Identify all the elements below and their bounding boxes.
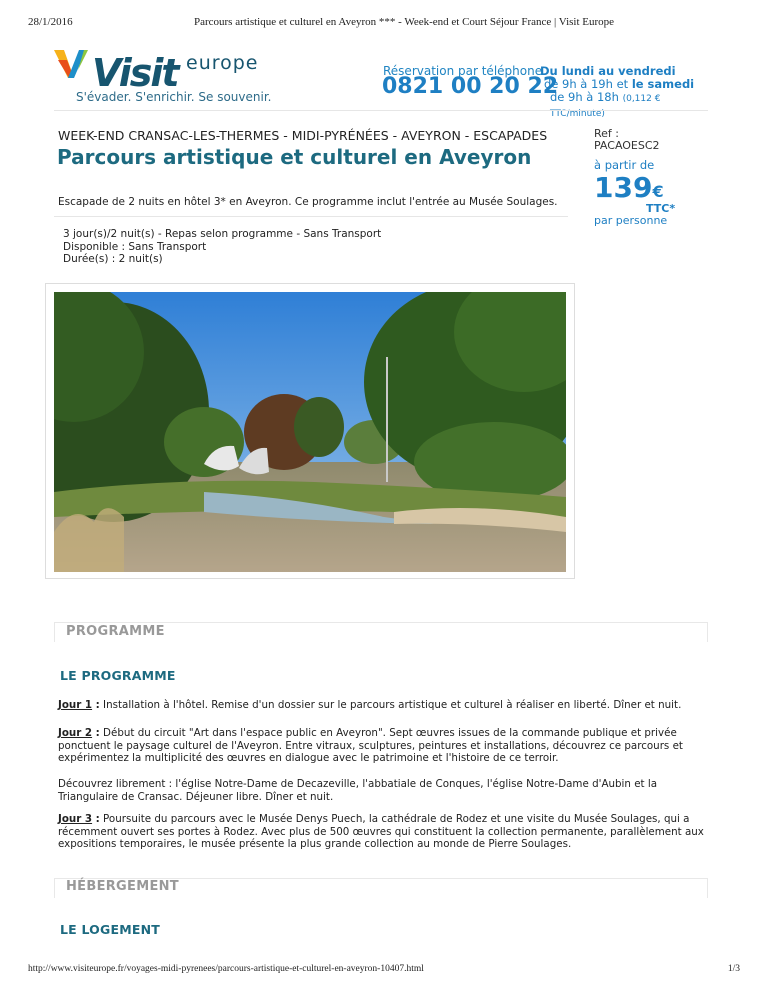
opening-hours [534,65,714,121]
day-3-text: Poursuite du parcours avec le Musée Denys Puech, la cathédrale de Rodez et une visite du Musée Soulages, qui a récemment ouvert ses portes à Rodez. Avec plus de 500 œuvres qui constituent la collection permanente, parallèlement aux expositions temporaires, le musée présente la plus grande collection au monde de Pierre Soulages. [58,813,704,850]
hours-saturday-label: le samedi [631,77,695,91]
price-from-label: à partir de [594,158,655,172]
print-page-number: 1/3 [727,964,740,974]
day-3-colon: : [92,813,100,825]
ref-label: Ref : [594,127,619,140]
programme-heading: LE PROGRAMME [60,668,176,683]
print-page-title: Parcours artistique et culturel en Aveyron *** - Week-end et Court Séjour France | Visit Europe [193,16,615,28]
programme-day-1 [58,699,708,712]
product-photo[interactable] [54,292,566,572]
header-divider [54,110,708,111]
logo-word: Visit [92,51,178,95]
brand-tagline: S'évader. S'enrichir. Se souvenir. [76,90,272,104]
logo-mark-icon [54,48,94,82]
product-photo-frame [45,283,575,579]
price-per-person: par personne [594,214,668,227]
product-title: Parcours artistique et culturel en Aveyron [57,145,532,169]
hours-rate: (0,112 € TTC/minute) [550,94,661,119]
tab-programme[interactable]: PROGRAMME [66,624,165,639]
detail-duration-meals: 3 jour(s)/2 nuit(s) - Repas selon programme - Sans Transport [63,228,382,240]
print-header [28,16,740,28]
day-1-text: Installation à l'hôtel. Remise d'un dossier sur le parcours artistique et culturel à réaliser en liberté. Dîner et nuit. [99,699,682,711]
logo-suffix: europe [186,52,259,74]
day-1-label: Jour 1 [58,699,93,711]
tab-hebergement[interactable]: HÉBERGEMENT [66,879,179,894]
print-url[interactable]: http://www.visiteurope.fr/voyages-midi-pyrenees/parcours-artistique-et-culturel-en-aveyron-10407.html [28,964,424,974]
price-value: 139 [594,171,653,204]
day-2-text: Début du circuit "Art dans l'espace public en Aveyron". Sept œuvres issues de la commande publique et privée ponctuent le paysage culturel de l'Aveyron. Entre vitraux, sculptures, peintures et installations, découvrez ce parcours et expérimentez la multiplicité des œuvres en dialogue avec le patrimoine et l'histoire de ce terroir. [58,727,683,764]
product-category: WEEK-END CRANSAC-LES-THERMES - MIDI-PYRÉNÉES - AVEYRON - ESCAPADES [58,128,548,143]
print-footer [28,964,740,974]
day-1-colon: : [92,699,100,711]
phone-label: Réservation par téléphone [383,64,543,78]
detail-nights: Durée(s) : 2 nuit(s) [63,253,163,265]
phone-number[interactable]: 0821 00 20 22 [382,74,559,99]
product-summary: Escapade de 2 nuits en hôtel 3* en Aveyron. Ce programme inclut l'entrée au Musée Soulages. [58,196,558,208]
hours-line-1: Du lundi au vendredi [540,64,676,78]
park-sculpture-image [54,292,566,572]
logement-heading: LE LOGEMENT [60,922,160,937]
programme-day-2-extra: Découvrez librement : l'église Notre-Dame de Decazeville, l'abbatiale de Conques, l'église Notre-Dame d'Aubin et la Triangulaire de Cransac. Déjeuner libre. Dîner et nuit. [58,778,658,803]
price-box [594,128,714,227]
price-currency: € [652,182,664,201]
hours-weekday: de 9h à 19h et [544,77,632,91]
detail-availability: Disponible : Sans Transport [63,240,207,253]
product-details [63,228,381,266]
day-2-colon: : [92,727,100,739]
summary-divider [54,216,568,217]
hours-line-3 [534,91,714,121]
day-3-label: Jour 3 [58,813,93,825]
print-date: 28/1/2016 [28,16,73,28]
programme-day-2 [58,727,708,765]
day-2-label: Jour 2 [58,727,93,739]
programme-day-3 [58,813,708,851]
ref-code: PACAOESC2 [594,139,660,152]
price-ttc: TTC* [646,202,676,215]
hours-saturday: de 9h à 18h [550,90,623,104]
